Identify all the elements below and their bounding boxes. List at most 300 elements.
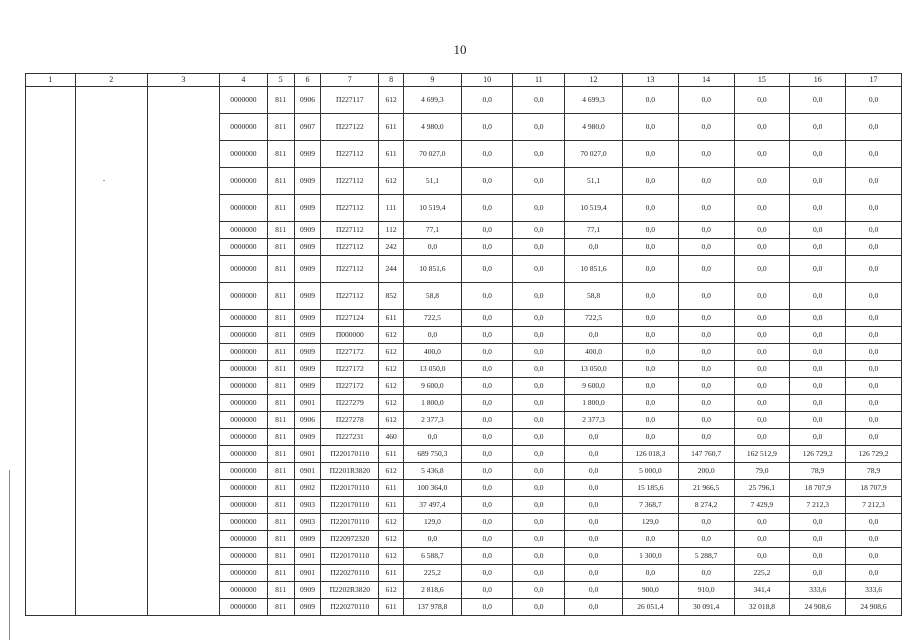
table-cell: 0,0 [734,327,790,344]
table-cell: 0,0 [846,429,902,446]
table-cell: 0,0 [678,361,734,378]
table-cell: 0000000 [220,344,268,361]
table-cell: 126 729,2 [790,446,846,463]
table-cell: 612 [379,582,404,599]
table-cell: 4 699,3 [565,87,623,114]
table-cell: 0,0 [846,361,902,378]
table-cell: П2201R3820 [321,463,379,480]
table-cell: 0,0 [678,114,734,141]
table-cell: П227112 [321,168,379,195]
table-cell: 0,0 [513,429,565,446]
table-cell: 0,0 [622,222,678,239]
table-cell: 0,0 [461,239,513,256]
table-cell: 612 [379,87,404,114]
table-cell: 0,0 [790,87,846,114]
table-cell: 1 800,0 [565,395,623,412]
table-cell: 0,0 [790,114,846,141]
table-cell: 0,0 [622,412,678,429]
table-cell: 0,0 [622,531,678,548]
table-cell: 400,0 [404,344,462,361]
table-cell: 1 800,0 [404,395,462,412]
table-cell: 0,0 [565,531,623,548]
table-cell: 0909 [294,239,321,256]
table-cell: 811 [267,446,294,463]
table-cell: 0,0 [513,114,565,141]
table-cell: П227117 [321,87,379,114]
table-cell: 0909 [294,531,321,548]
table-cell: 0,0 [461,327,513,344]
table-cell: 0,0 [678,239,734,256]
table-cell: 77,1 [404,222,462,239]
table-cell: 0902 [294,480,321,497]
table-cell: 147 760,7 [678,446,734,463]
table-cell: 0,0 [461,344,513,361]
table-cell: 811 [267,412,294,429]
table-cell: 0,0 [678,412,734,429]
table-cell: 70 027,0 [404,141,462,168]
table-cell: 0,0 [461,395,513,412]
table-cell: 811 [267,310,294,327]
table-cell: 0,0 [622,565,678,582]
table-cell: П227112 [321,239,379,256]
table-cell: П227122 [321,114,379,141]
table-cell: 0,0 [461,565,513,582]
table-cell: 811 [267,239,294,256]
table-cell: 811 [267,480,294,497]
table-cell: 0,0 [846,256,902,283]
table-cell: 811 [267,361,294,378]
table-cell: 0,0 [790,531,846,548]
table-cell: 129,0 [404,514,462,531]
table-cell: 10 519,4 [565,195,623,222]
column-number-row [26,74,902,87]
table-cell: П227112 [321,195,379,222]
table-cell: 612 [379,514,404,531]
table-body [26,74,902,616]
table-cell: 7 368,7 [622,497,678,514]
table-cell: 0,0 [734,222,790,239]
column-number-cell: 9 [404,74,462,87]
table-cell: 0,0 [734,514,790,531]
table-cell: 400,0 [565,344,623,361]
table-cell: 58,8 [565,283,623,310]
table-cell: 242 [379,239,404,256]
table-cell: 0,0 [790,565,846,582]
column-number-cell: 12 [565,74,623,87]
table-cell: 0,0 [846,514,902,531]
table-cell: 0,0 [678,429,734,446]
table-cell: 0,0 [846,141,902,168]
table-cell: 0,0 [734,344,790,361]
table-cell: 811 [267,87,294,114]
table-cell: П227231 [321,429,379,446]
table-cell: 611 [379,599,404,616]
table-cell: 5 288,7 [678,548,734,565]
table-cell: 0909 [294,327,321,344]
scan-margin-line [9,470,10,640]
table-cell: 0907 [294,114,321,141]
table-cell: 0,0 [734,429,790,446]
table-cell: 0,0 [846,378,902,395]
table-cell: 0,0 [846,412,902,429]
column-number-cell: 8 [379,74,404,87]
table-cell: 51,1 [404,168,462,195]
table-cell: 2 377,3 [404,412,462,429]
table-cell: П2202R3820 [321,582,379,599]
col-2-blank [75,87,147,616]
table-cell: 611 [379,141,404,168]
table-cell: 0000000 [220,327,268,344]
table-cell: 0,0 [678,531,734,548]
table-cell: 0,0 [790,141,846,168]
table-cell: 333,6 [846,582,902,599]
table-cell: 0,0 [734,141,790,168]
table-cell: П220170110 [321,548,379,565]
table-cell: 910,0 [678,582,734,599]
column-number-cell: 17 [846,74,902,87]
table-cell: 0,0 [790,344,846,361]
table-cell: 0,0 [404,327,462,344]
table-cell: 0,0 [461,114,513,141]
table-cell: 225,2 [404,565,462,582]
table-cell: 1 300,0 [622,548,678,565]
table-cell: 0,0 [461,256,513,283]
table-cell: 0,0 [622,344,678,361]
table-cell: 0,0 [513,497,565,514]
table-cell: 0,0 [513,239,565,256]
table-cell: 0,0 [678,514,734,531]
table-cell: 0000000 [220,429,268,446]
table-cell: 0,0 [513,582,565,599]
table-cell: 112 [379,222,404,239]
table-cell: 0,0 [790,239,846,256]
table-cell: 0,0 [846,195,902,222]
table-cell: 4 699,3 [404,87,462,114]
table-cell: 0,0 [513,283,565,310]
column-number-cell: 15 [734,74,790,87]
table-cell: 0,0 [565,239,623,256]
table-cell: 460 [379,429,404,446]
table-cell: 811 [267,283,294,310]
table-cell: 0,0 [513,256,565,283]
table-cell: П227124 [321,310,379,327]
table-cell: 0,0 [790,310,846,327]
table-cell: П220270110 [321,599,379,616]
table-cell: 612 [379,463,404,480]
table-cell: П220270110 [321,565,379,582]
table-cell: 811 [267,195,294,222]
table-cell: 0,0 [513,531,565,548]
table-cell: 0,0 [734,195,790,222]
table-cell: 0903 [294,497,321,514]
table-cell: 0909 [294,361,321,378]
table-cell: 10 851,6 [565,256,623,283]
table-cell: 0,0 [734,395,790,412]
table-cell: 811 [267,256,294,283]
table-cell: 0,0 [513,446,565,463]
table-cell: 0,0 [513,195,565,222]
table-cell: 0,0 [790,514,846,531]
table-cell: 0,0 [622,378,678,395]
table-cell: 0,0 [565,463,623,480]
table-cell: 0,0 [622,429,678,446]
table-cell: П227172 [321,378,379,395]
table-cell: 0000000 [220,222,268,239]
table-cell: 0909 [294,599,321,616]
table-cell: 689 750,3 [404,446,462,463]
table-cell: 0000000 [220,141,268,168]
table-cell: 0,0 [513,222,565,239]
table-cell: 0,0 [734,87,790,114]
table-cell: 0,0 [461,412,513,429]
table-cell: 30 091,4 [678,599,734,616]
table-cell: 0,0 [513,514,565,531]
table-cell: 612 [379,395,404,412]
table-cell: 333,6 [790,582,846,599]
table-cell: 0,0 [565,565,623,582]
table-cell: 162 512,9 [734,446,790,463]
table-cell: 0,0 [734,548,790,565]
table-cell: 0,0 [461,599,513,616]
table-cell: П220170110 [321,514,379,531]
table-cell: 0,0 [734,168,790,195]
table-cell: 0,0 [461,514,513,531]
table-cell: 0909 [294,429,321,446]
table-cell: 0,0 [565,429,623,446]
table-cell: 0,0 [790,256,846,283]
table-cell: 0,0 [734,361,790,378]
table-cell: 15 185,6 [622,480,678,497]
table-cell: 4 980,0 [404,114,462,141]
table-cell: 0,0 [846,565,902,582]
table-cell: П220170110 [321,480,379,497]
table-cell: 225,2 [734,565,790,582]
table-cell: 0,0 [678,344,734,361]
table-cell: 0,0 [513,548,565,565]
table-cell: 0,0 [513,395,565,412]
table-cell: 0,0 [790,283,846,310]
table-cell: 0,0 [790,429,846,446]
table-cell: 0,0 [461,141,513,168]
table-cell: 612 [379,168,404,195]
table-cell: 0909 [294,310,321,327]
table-cell: 0,0 [734,378,790,395]
table-cell: П220972320 [321,531,379,548]
table-cell: 0,0 [734,310,790,327]
table-cell: 0,0 [846,168,902,195]
table-cell: 0,0 [622,256,678,283]
table-cell: 18 707,9 [790,480,846,497]
table-cell: 811 [267,222,294,239]
table-cell: 0,0 [790,168,846,195]
table-cell: 612 [379,344,404,361]
table-cell: 722,5 [404,310,462,327]
table-cell: 25 796,1 [734,480,790,497]
table-cell: 10 851,6 [404,256,462,283]
table-cell: 0909 [294,141,321,168]
table-cell: 0,0 [790,222,846,239]
table-cell: 811 [267,582,294,599]
table-cell: 13 050,0 [565,361,623,378]
table-cell: 0000000 [220,239,268,256]
table-cell: 0000000 [220,395,268,412]
table-cell: 722,5 [565,310,623,327]
table-cell: 0,0 [565,599,623,616]
table-cell: 0901 [294,395,321,412]
table-cell: 0,0 [461,497,513,514]
table-cell: 811 [267,565,294,582]
table-cell: 0,0 [565,446,623,463]
table-cell: 0000000 [220,361,268,378]
table-cell: 9 600,0 [404,378,462,395]
table-cell: 811 [267,497,294,514]
column-number-cell: 14 [678,74,734,87]
table-cell: 0,0 [790,361,846,378]
table-cell: 126 729,2 [846,446,902,463]
table-cell: 0,0 [513,480,565,497]
table-cell: П227172 [321,361,379,378]
table-cell: 0909 [294,195,321,222]
table-cell: 612 [379,412,404,429]
table-cell: 0,0 [513,565,565,582]
table-cell: 111 [379,195,404,222]
table-cell: 0,0 [734,283,790,310]
table-cell: 0000000 [220,446,268,463]
table-cell: 0,0 [565,497,623,514]
table-cell: 0,0 [678,310,734,327]
table-cell: 0000000 [220,168,268,195]
table-cell: 32 018,8 [734,599,790,616]
table-cell: 0000000 [220,548,268,565]
table-cell: 79,0 [734,463,790,480]
table-cell: П000000 [321,327,379,344]
column-number-cell: 13 [622,74,678,87]
table-cell: 0,0 [622,395,678,412]
table-cell: 0,0 [461,361,513,378]
table-cell: 0,0 [678,256,734,283]
table-cell: 5 436,8 [404,463,462,480]
table-cell: 0,0 [513,327,565,344]
table-cell: 0000000 [220,531,268,548]
table-cell: 0,0 [846,548,902,565]
column-number-cell: 7 [321,74,379,87]
table-cell: 0,0 [846,222,902,239]
table-cell: 0000000 [220,463,268,480]
table-cell: 0000000 [220,310,268,327]
column-number-cell: 10 [461,74,513,87]
table-cell: 0000000 [220,256,268,283]
table-cell: 0,0 [513,412,565,429]
table-cell: 811 [267,531,294,548]
table-cell: 126 018,3 [622,446,678,463]
table-cell: 811 [267,378,294,395]
table-cell: 811 [267,548,294,565]
table-cell: 811 [267,514,294,531]
table-cell: 0,0 [846,395,902,412]
column-number-cell: 2 [75,74,147,87]
table-cell: 811 [267,395,294,412]
table-cell: 611 [379,480,404,497]
table-cell: 100 364,0 [404,480,462,497]
table-cell: П227112 [321,283,379,310]
table-cell: 0,0 [513,361,565,378]
table-cell: 0,0 [678,565,734,582]
col-1-blank [26,87,76,616]
table-cell: 0909 [294,283,321,310]
table-cell: 0,0 [622,310,678,327]
column-number-cell: 16 [790,74,846,87]
table-cell: П227172 [321,344,379,361]
table-cell: 0000000 [220,565,268,582]
table-cell: 0909 [294,222,321,239]
table-cell: 612 [379,531,404,548]
table-cell: 0,0 [622,87,678,114]
table-cell: 0,0 [678,327,734,344]
table-cell: 0,0 [678,378,734,395]
table-cell: 0000000 [220,412,268,429]
table-cell: 0,0 [734,531,790,548]
table-cell: 0,0 [461,582,513,599]
table-cell: 0,0 [404,429,462,446]
table-cell: П220170110 [321,446,379,463]
table-cell: 0,0 [513,344,565,361]
table-cell: 0,0 [513,599,565,616]
table-cell: 0,0 [846,114,902,141]
table-cell: 0,0 [622,283,678,310]
table-cell: П220170110 [321,497,379,514]
table-cell: 0,0 [461,283,513,310]
table-cell: П227278 [321,412,379,429]
table-cell: 611 [379,565,404,582]
table-cell: 129,0 [622,514,678,531]
column-number-cell: 11 [513,74,565,87]
table-cell: 612 [379,361,404,378]
table-cell: 24 908,6 [790,599,846,616]
table-cell: 0,0 [846,327,902,344]
table-cell: 51,1 [565,168,623,195]
table-cell: 0,0 [461,378,513,395]
table-cell: 0,0 [678,168,734,195]
column-number-cell: 3 [147,74,219,87]
table-cell: 900,0 [622,582,678,599]
table-cell: 0,0 [846,310,902,327]
table-cell: 0,0 [404,239,462,256]
table-cell: 0,0 [790,327,846,344]
table-cell: 0,0 [461,480,513,497]
table-cell: 0000000 [220,87,268,114]
table-cell: 37 497,4 [404,497,462,514]
table-cell: 0909 [294,344,321,361]
table-cell: 0,0 [565,327,623,344]
table-cell: 4 980,0 [565,114,623,141]
table-cell: 0906 [294,412,321,429]
table-cell: 0,0 [461,548,513,565]
table-cell: 0000000 [220,378,268,395]
table-cell: 0,0 [461,429,513,446]
table-cell: 0000000 [220,114,268,141]
table-cell: 811 [267,344,294,361]
table-cell: 0,0 [734,412,790,429]
table-cell: 0,0 [790,395,846,412]
table-cell: 0,0 [461,446,513,463]
table-cell: 811 [267,599,294,616]
table-cell: 0,0 [622,168,678,195]
table-cell: 0,0 [565,480,623,497]
table-cell: 78,9 [846,463,902,480]
table-cell: 244 [379,256,404,283]
table-cell: 612 [379,548,404,565]
table-cell: 2 377,3 [565,412,623,429]
